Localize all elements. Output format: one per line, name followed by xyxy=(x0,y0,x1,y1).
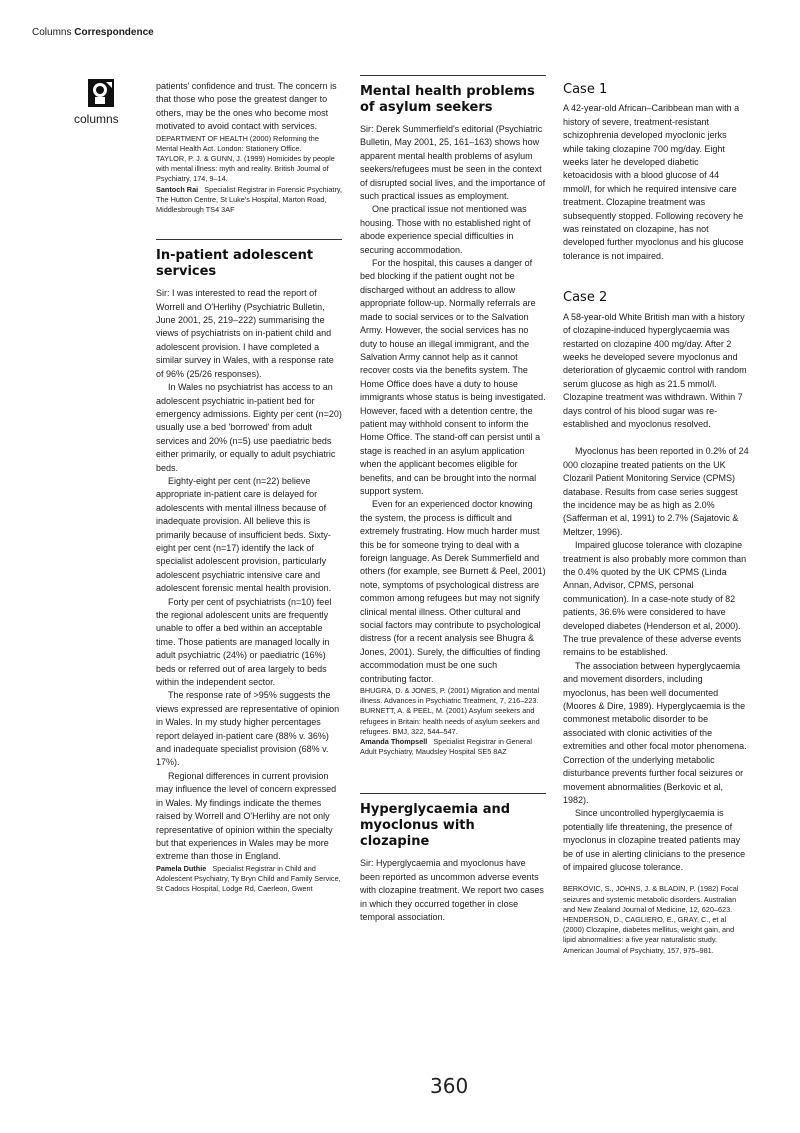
body-paragraph: Myoclonus has been reported in 0.2% of 24 000 clozapine treated patients on the UK Clozaril Patient Monitoring Service (CPMS) database. Results from case series suggest the incidence may be as high as 2.0% (Safferman et al, 1991) to 2.7% (Sajatovic & Meltzer, 1996). xyxy=(563,446,749,537)
body-paragraph: Forty per cent of psychiatrists (n=10) feel the regional adolescent units are frequently unable to offer a bed within an acceptable time. Those patients are managed locally in adult psychiatric (24%) or paediatric (16%) beds or referred out of area largely to beds within the independent sector. xyxy=(156,596,332,688)
article-divider xyxy=(360,75,546,76)
body-paragraph: Impaired glucose tolerance with clozapine treatment is also probably more common than the 0.4% quoted by the UK CPMS (Linda Annan, Advisor, CPMS, personal communication). In a case-note study of 82 patients, 36.6% were considered to have developed diabetes (Henderson et al, 2000). The true prevalence of these adverse events remains to be established. xyxy=(563,540,747,658)
columns-logo-icon xyxy=(86,78,116,108)
article-title: In-patient adolescent services xyxy=(156,248,314,280)
body-paragraph: Sir: Derek Summerfield's editorial (Psychiatric Bulletin, May 2001, 25, 161–163) shows how apparent mental health problems of asylum seekers/refugees must be seen in the context of disrupted social lives, and the importance of such practical issues as employment. xyxy=(360,124,546,202)
logo-label: columns xyxy=(74,112,119,126)
article-divider xyxy=(156,239,342,240)
reference: BERKOVIC, S., JOHNS, J. & BLADIN, P. (1982) Focal seizures and systemic metabolic disorders. Australian and New Zealand Journal of Medicine, 12, 620–623. xyxy=(563,884,739,914)
body-paragraph: In Wales no psychiatrist has access to an adolescent psychiatric in-patient bed for emergency admissions. Eighty per cent (n=20) usually use a bed 'borrowed' from adult services and 20% (n=5) use paediatric beds either primarily, or equally to adult psychiatric beds. xyxy=(156,382,342,473)
reference: DEPARTMENT OF HEALTH (2000) Reforming the Mental Health Act. London: Stationery Office. xyxy=(156,133,319,153)
body-paragraph: Regional differences in current provision may influence the level of concern expressed in Wales. My findings indicate the themes raised by Worrell and O'Herlihy are not only representative of opinion within the specialty but that experiences in Wales may be more extreme than those in England. xyxy=(156,770,337,862)
body-paragraph: One practical issue not mentioned was housing. Those with no established right of abode experience special difficulties in securing accommodation. xyxy=(360,204,531,255)
column-2 xyxy=(360,75,546,925)
header-title: Correspondence xyxy=(74,27,154,38)
author-signature xyxy=(360,737,546,757)
reference: HENDERSON, D., CAGLIERO, E., GRAY, C., et al (2000) Clozapine, diabetes mellitus, weight gain, and lipid abnormalities: a five year naturalistic study. American Journal of Psychiatry, 157, 975–981. xyxy=(563,914,735,955)
column-1 xyxy=(156,80,342,894)
case-heading: Case 2 xyxy=(563,290,608,306)
author-signature xyxy=(156,185,342,216)
case-heading: Case 1 xyxy=(563,82,608,97)
body-paragraph: Sir: I was interested to read the report of Worrell and O'Herlihy (Psychiatric Bulletin, June 2001, 25, 219–222) summarising the views of psychiatrists on in-patient child and adolescent provision. I have completed a similar survey in Wales, with a response rate of 96% (25/26 responses). xyxy=(156,288,334,379)
author-details: Specialist Registrar in Forensic Psychiatry, The Hutton Centre, St Luke's Hospital, Marton Road, Middlesbrough TS4 3AF xyxy=(156,184,343,215)
column-3 xyxy=(563,83,749,956)
body-paragraph: Eighty-eight per cent (n=22) believe appropriate in-patient care is delayed for adolescents with mental illness because of inadequate provision. All believe this is primarily because of insufficient beds. Sixty-eight per cent (n=17) identify the lack of specialist adolescent provision, particularly adolescent psychiatric intensive care and adolescent forensic mental health provision. xyxy=(156,475,332,594)
page-number: 360 xyxy=(430,1074,469,1098)
body-paragraph: A 42-year-old African–Caribbean man with a history of severe, treatment-resistant schizophrenia developed myoclonic jerks while taking clozapine 700 mg/day. Eight weeks later he developed diabetic ketoacidosis with a blood glucose of 44 mmol/l, for which he required intensive care treatment. Clozapine treatment was subsequently stopped. Following recovery he was reinstated on clozapine, has not developed further myoclonus and his glucose tolerance is not impaired. xyxy=(563,103,744,261)
author-name: Pamela Duthie xyxy=(156,863,207,873)
running-header xyxy=(32,27,154,38)
body-paragraph: The response rate of >95% suggests the views expressed are representative of opinion in Wales. In my study higher percentages report delayed in-patient care (88% v. 36%) and inadequate specialist provision (68% v. 17%). xyxy=(156,690,340,768)
body-paragraph: The association between hyperglycaemia and movement disorders, including myoclonus, has been well documented (Moores & Dire, 1989). Hyperglycaemia is the commonest metabolic disorder to be associated with clonic activities of the extremities and other focal motor phenomena. Correction of the underlying metabolic disturbance prevents further focal seizures or movement abnormalities (Berkovic et al, 1982). xyxy=(563,660,747,805)
author-name: Amanda Thompsell xyxy=(360,737,428,747)
body-paragraph: For the hospital, this causes a danger of bed blocking if the patient ought not be discharged without an address to allow appropriate follow-up. Normally referrals are made to social services or to the Salvation Army. However, the social services has no duty to house an illegal immigrant, and the Salvation Army cannot help as it cannot recover costs via the benefits system. The Home Office does have a duty to house immigrants whose status is being investigated. However, faced with a detention centre, the patient may withhold consent to inform the Home Office. The stand-off can persist until a stage is reached in an asylum application when the applicant becomes eligible for benefits, and can be brought into the normal support system. xyxy=(360,258,546,496)
article-title: Hyperglycaemia and myoclonus with clozapine xyxy=(360,802,511,850)
reference: BURNETT, A. & PEEL, M. (2001) Asylum seekers and refugees in Britain: health needs of asylum seekers and refugees. BMJ, 322, 544–547. xyxy=(360,706,540,736)
article-title: Mental health problems of asylum seekers xyxy=(360,84,535,115)
body-paragraph: Even for an experienced doctor knowing the system, the process is difficult and extremely frustrating. How much harder must this be for someone trying to deal with a foreign language. As Derek Summerfield and others (for example, see Burnett & Peel, 2001) note, symptoms of psychological distress are common among refugees but may not signify clinical mental illness. Other cultural and social factors may contribute to psychological distress (for a recent analysis see Bhugra & Jones, 2001). Surely, the difficulties of finding accommodation must be one such contributing factor. xyxy=(360,499,546,684)
reference: BHUGRA, D. & JONES, P. (2001) Migration and mental illness. Advances in Psychiatric Treatment, 7, 216–223. xyxy=(360,686,540,706)
header-section: Columns xyxy=(32,27,72,38)
reference: TAYLOR, P. J. & GUNN, J. (1999) Homicides by people with mental illness: myth and reality. British Journal of Psychiatry, 174, 9–14. xyxy=(156,154,335,184)
body-paragraph: Sir: Hyperglycaemia and myoclonus have been reported as uncommon adverse events with clozapine treatment. We report two cases in which they occurred together in close temporal association. xyxy=(360,858,544,923)
author-signature xyxy=(156,864,342,895)
article-divider xyxy=(360,793,546,794)
body-paragraph: A 58-year-old White British man with a history of clozapine-induced hyperglycaemia was restarted on clozapine 400 mg/day. After 2 weeks he developed severe myoclonus and deterioration of glycaemic control with random serum glucose as high as 21.5 mmol/l. Clozapine treatment was withdrawn. Within 7 days control of his blood sugar was re-established and myoclonus resolved. xyxy=(563,311,747,429)
author-details: Specialist Registrar in Child and Adolescent Psychiatry, Ty Bryn Child and Family Service, St Cadocs Hospital, Lodge Rd, Caerleon, Gwent xyxy=(156,863,341,894)
body-paragraph: Since uncontrolled hyperglycaemia is potentially life threatening, the presence of myoclonus in clozapine treated patients may be of use in alerting clinicians to the presence of impaired glucose tolerance. xyxy=(563,808,746,872)
author-details: Specialist Registrar in General Adult Psychiatry, Maudsley Hospital SE5 8AZ xyxy=(360,737,532,757)
intro-paragraph: patients' confidence and trust. The concern is that those who pose the greatest danger to others, may be the ones who become most motivated to avoid contact with services. xyxy=(156,81,337,132)
author-name: Santoch Rai xyxy=(156,184,199,194)
